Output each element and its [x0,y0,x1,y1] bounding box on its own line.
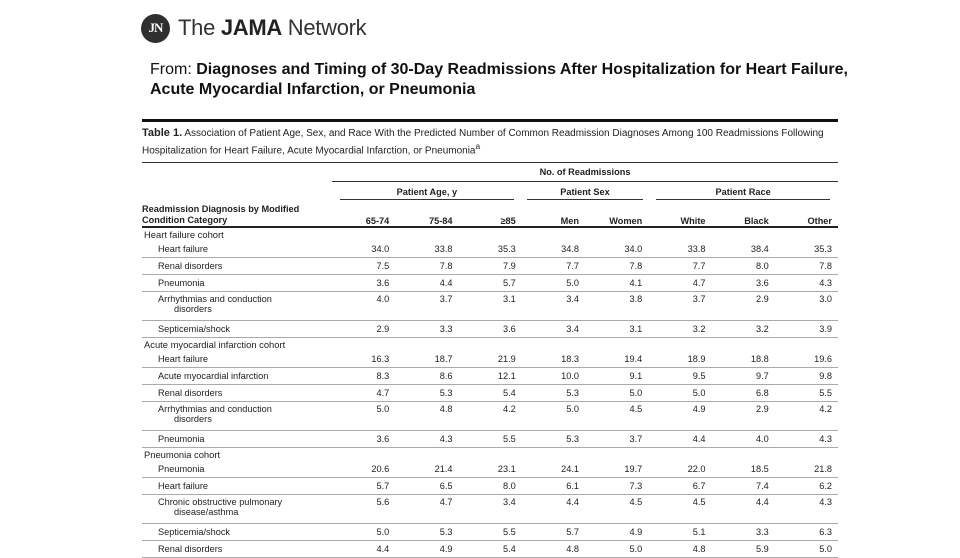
table-cell: 3.7 [585,431,648,448]
table-cell: 3.6 [712,275,775,292]
table-cell: 6.5 [395,478,458,495]
row-label [142,524,332,541]
table-row [142,541,838,558]
row-label-text: Heart failure [158,244,209,255]
table-cell: 7.9 [459,258,522,275]
table-cell: 23.1 [459,461,522,478]
table-row [142,275,838,292]
group-label-sex: Patient Sex [527,187,643,200]
cohort-header-row [142,448,838,462]
caption-title[interactable]: Diagnoses and Timing of 30-Day Readmissions After Hospitalization for Heart Failure, Acute Myocardial Infarction, or Pneumonia [150,61,848,98]
table-cell: 33.8 [648,241,711,258]
table-cell: 20.6 [332,461,395,478]
row-label [142,402,332,431]
row-label [142,321,332,338]
table-cell: 21.9 [459,351,522,368]
table-cell: 2.9 [712,402,775,431]
table-cell: 7.3 [585,478,648,495]
table-cell: 4.7 [648,275,711,292]
table-cell: 3.2 [648,321,711,338]
col-header-women: Women [585,204,648,227]
row-label-continuation: disease/asthma [174,507,239,518]
table-row [142,385,838,402]
table-cell: 5.7 [459,275,522,292]
table-row [142,402,838,431]
table-cell: 3.1 [585,321,648,338]
table-caption [142,127,838,157]
article-caption [150,60,850,100]
row-label-text: Septicemia/shock [158,324,231,335]
table-row [142,368,838,385]
table-cell: 5.7 [522,524,585,541]
table-cell: 2.9 [712,292,775,321]
table-cell: 8.3 [332,368,395,385]
table-top-rule [142,119,838,122]
empty-corner [142,163,332,182]
table-row [142,292,838,321]
table-cell: 3.7 [648,292,711,321]
table-row [142,241,838,258]
table-cell: 21.8 [775,461,838,478]
table-cell: 5.5 [459,524,522,541]
table-cell: 12.1 [459,368,522,385]
table-cell: 6.8 [712,385,775,402]
table-body [142,227,838,558]
cohort-name: Pneumonia cohort [144,449,221,461]
row-header-title: Readmission Diagnosis by Modified Condition Category [142,204,332,227]
table-cell: 4.5 [585,402,648,431]
table-cell: 5.0 [522,275,585,292]
table-cell: 3.3 [712,524,775,541]
table-cell: 5.3 [395,524,458,541]
table-row [142,524,838,541]
logo-bold: JAMA [220,15,282,40]
col-header-75-84: 75-84 [395,204,458,227]
table-cell: 4.7 [332,385,395,402]
table-cell: 35.3 [459,241,522,258]
table-cell: 5.0 [585,541,648,558]
table-cell: 22.0 [648,461,711,478]
table-row [142,258,838,275]
table-cell: 4.7 [395,495,458,524]
logo-wordmark [178,15,366,41]
table-cell: 4.4 [332,541,395,558]
row-label [142,478,332,495]
row-label [142,275,332,292]
table-cell: 5.4 [459,541,522,558]
table-cell: 19.7 [585,461,648,478]
table-cell: 4.4 [522,495,585,524]
table-cell: 38.4 [712,241,775,258]
table-cell: 19.4 [585,351,648,368]
table-cell: 4.3 [775,431,838,448]
table-cell: 18.3 [522,351,585,368]
logo-pre: The [178,15,221,40]
col-header-85-plus: ≥85 [459,204,522,227]
table-cell: 18.8 [712,351,775,368]
row-label-text: Renal disorders [158,544,223,555]
row-label [142,495,332,524]
table-cell: 2.9 [332,321,395,338]
table-row [142,321,838,338]
table-cell: 8.0 [712,258,775,275]
table-cell: 5.0 [585,385,648,402]
table-cell: 5.1 [648,524,711,541]
table-cell: 5.6 [332,495,395,524]
row-label-text: Heart failure [158,481,209,492]
row-label-text: Arrhythmias and conduction [158,404,272,415]
col-header-men: Men [522,204,585,227]
table-row [142,495,838,524]
table-cell: 8.0 [459,478,522,495]
table-cell: 4.2 [459,402,522,431]
table-cell: 4.4 [395,275,458,292]
table-cell: 9.5 [648,368,711,385]
table-cell: 4.4 [712,495,775,524]
table-cell: 5.0 [332,524,395,541]
row-label [142,292,332,321]
row-label-text: Pneumonia [158,434,205,445]
table-cell: 5.0 [332,402,395,431]
row-label [142,461,332,478]
table-cell: 34.0 [332,241,395,258]
table-cell: 16.3 [332,351,395,368]
table-cell: 3.6 [332,275,395,292]
table-cell: 6.1 [522,478,585,495]
col-header-white: White [648,204,711,227]
table-cell: 24.1 [522,461,585,478]
table-cell: 6.3 [775,524,838,541]
table-row [142,461,838,478]
table-cell: 5.9 [712,541,775,558]
table-cell: 4.0 [712,431,775,448]
jn-badge-icon: JN [141,14,170,43]
table-cell: 8.6 [395,368,458,385]
table-cell: 4.3 [775,275,838,292]
table-cell: 4.3 [395,431,458,448]
row-label-text: Septicemia/shock [158,527,231,538]
table-cell: 3.8 [585,292,648,321]
table-cell: 7.5 [332,258,395,275]
cohort-name: Acute myocardial infarction cohort [144,339,286,351]
table-cell: 4.1 [585,275,648,292]
table-cell: 18.7 [395,351,458,368]
cohort-header-row [142,227,838,241]
table-cell: 5.0 [648,385,711,402]
table-cell: 35.3 [775,241,838,258]
col-header-black: Black [712,204,775,227]
row-label-text: Heart failure [158,354,209,365]
table-figure [142,119,838,558]
table-cell: 9.1 [585,368,648,385]
table-cell: 3.0 [775,292,838,321]
row-label-text: Pneumonia [158,464,205,475]
table-cell: 7.8 [585,258,648,275]
group-header-age [332,182,522,205]
table-cell: 4.4 [648,431,711,448]
table-cell: 3.9 [775,321,838,338]
row-label-continuation: disorders [174,304,212,315]
table-cell: 4.8 [522,541,585,558]
group-label-race: Patient Race [656,187,831,200]
table-cell: 21.4 [395,461,458,478]
row-label [142,385,332,402]
table-cell: 6.7 [648,478,711,495]
table-cell: 34.0 [585,241,648,258]
table-cell: 5.5 [775,385,838,402]
table-cell: 4.0 [332,292,395,321]
table-cell: 4.5 [585,495,648,524]
table-cell: 7.8 [395,258,458,275]
group-label-age: Patient Age, y [340,187,515,200]
col-header-65-74: 65-74 [332,204,395,227]
row-label [142,541,332,558]
table-number: Table 1. [142,127,183,139]
row-label-text: Arrhythmias and conduction [158,294,272,305]
table-cell: 5.3 [522,385,585,402]
table-cell: 5.7 [332,478,395,495]
table-cell: 4.9 [585,524,648,541]
table-cell: 9.8 [775,368,838,385]
row-label-text: Renal disorders [158,388,223,399]
row-label [142,431,332,448]
empty-corner-2 [142,182,332,205]
table-cell: 10.0 [522,368,585,385]
table-cell: 4.3 [775,495,838,524]
table-cell: 4.9 [395,541,458,558]
table-cell: 4.8 [395,402,458,431]
table-cell: 3.4 [522,321,585,338]
readmission-table [142,163,838,558]
table-cell: 4.2 [775,402,838,431]
row-label [142,351,332,368]
table-cell: 3.4 [522,292,585,321]
table-cell: 5.3 [395,385,458,402]
table-cell: 3.2 [712,321,775,338]
cohort-header-row [142,338,838,352]
row-label-text: Chronic obstructive pulmonary [158,497,283,508]
cohort-name: Heart failure cohort [144,229,224,241]
row-label [142,258,332,275]
table-caption-footnote-mark: a [475,141,481,151]
table-cell: 19.6 [775,351,838,368]
table-cell: 7.7 [648,258,711,275]
table-cell: 3.4 [459,495,522,524]
table-cell: 3.1 [459,292,522,321]
table-cell: 9.7 [712,368,775,385]
table-cell: 7.8 [775,258,838,275]
col-header-other: Other [775,204,838,227]
caption-prefix: From: [150,61,197,78]
table-cell: 3.3 [395,321,458,338]
group-header-race [648,182,838,205]
spanning-header: No. of Readmissions [332,163,838,182]
table-cell: 5.3 [522,431,585,448]
table-cell: 4.5 [648,495,711,524]
jama-network-logo[interactable] [141,12,366,44]
row-label [142,241,332,258]
table-cell: 7.7 [522,258,585,275]
row-label-text: Pneumonia [158,278,205,289]
table-caption-text: Association of Patient Age, Sex, and Race With the Predicted Number of Common Readmission Diagnoses Among 100 Readmissions Following Hospitalization for Heart Failure, Acute Myocardial Infarction, or Pneumonia [142,128,824,157]
table-cell: 5.4 [459,385,522,402]
row-label-text: Acute myocardial infarction [158,371,269,382]
table-cell: 3.6 [332,431,395,448]
row-label [142,368,332,385]
table-cell: 3.6 [459,321,522,338]
table-cell: 33.8 [395,241,458,258]
table-cell: 7.4 [712,478,775,495]
row-label-continuation: disorders [174,414,212,425]
table-cell: 34.8 [522,241,585,258]
table-cell: 5.0 [775,541,838,558]
table-row [142,478,838,495]
group-header-sex [522,182,649,205]
table-cell: 18.9 [648,351,711,368]
table-cell: 5.0 [522,402,585,431]
table-cell: 5.5 [459,431,522,448]
table-cell: 4.9 [648,402,711,431]
table-cell: 6.2 [775,478,838,495]
table-cell: 18.5 [712,461,775,478]
table-cell: 3.7 [395,292,458,321]
logo-post: Network [281,15,367,40]
table-cell: 4.8 [648,541,711,558]
table-row [142,351,838,368]
table-row [142,431,838,448]
row-label-text: Renal disorders [158,261,223,272]
